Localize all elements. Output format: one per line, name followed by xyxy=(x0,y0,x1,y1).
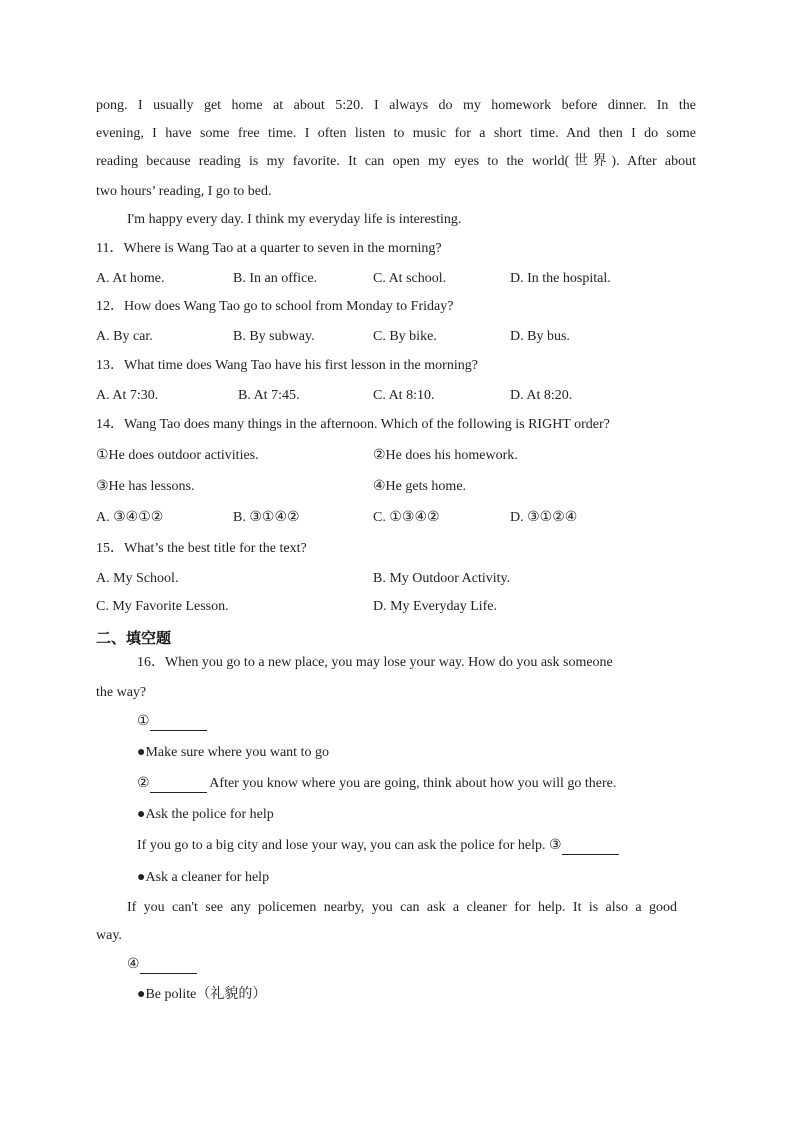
q11-option-d: D. In the hospital. xyxy=(510,271,611,286)
blank-4[interactable] xyxy=(127,956,197,974)
blank-3[interactable] xyxy=(137,837,619,855)
bullet-point: ●Ask a cleaner for help xyxy=(137,870,270,885)
q13-option-a: A. At 7:30. xyxy=(96,388,159,403)
q13-option-d: D. At 8:20. xyxy=(510,388,573,403)
q11-option-b: B. In an office. xyxy=(233,271,318,286)
blank-2-text: After you know where you are going, think about how you will go there. xyxy=(209,776,617,791)
circled-number: ① xyxy=(137,714,150,729)
blank-1[interactable] xyxy=(137,713,207,731)
passage-line: evening, I have some free time. I often listen to music for a short time. And then I do some xyxy=(96,126,696,141)
passage-paragraph: I'm happy every day. I think my everyday life is interesting. xyxy=(127,212,462,227)
q13-option-b: B. At 7:45. xyxy=(238,388,300,403)
q12-option-b: B. By subway. xyxy=(233,329,315,344)
q11-option-a: A. At home. xyxy=(96,271,165,286)
question-16-stem: 16．When you go to a new place, you may lose your way. How do you ask someone xyxy=(137,655,613,670)
passage-line: reading because reading is my favorite. It can open my eyes to the world(世界). After about xyxy=(96,154,696,169)
passage-line: two hours’ reading, I go to bed. xyxy=(96,184,272,199)
blank-2[interactable] xyxy=(137,775,616,793)
q13-option-c: C. At 8:10. xyxy=(373,388,435,403)
q12-option-d: D. By bus. xyxy=(510,329,570,344)
q14-option-c: C. ①③④② xyxy=(373,510,440,525)
bullet-point: ●Be polite（礼貌的） xyxy=(137,987,267,1002)
q12-option-a: A. By car. xyxy=(96,329,153,344)
q15-option-b: B. My Outdoor Activity. xyxy=(373,571,511,586)
paragraph-line: way. xyxy=(96,928,122,943)
q14-option-d: D. ③①②④ xyxy=(510,510,578,525)
answer-blank[interactable] xyxy=(140,958,197,974)
circled-number: ④ xyxy=(127,957,140,972)
answer-blank[interactable] xyxy=(562,839,619,855)
bullet-point: ●Ask the police for help xyxy=(137,807,274,822)
q11-option-c: C. At school. xyxy=(373,271,447,286)
question-11-stem: 11．Where is Wang Tao at a quarter to seven in the morning? xyxy=(96,241,442,256)
question-14-stem: 14．Wang Tao does many things in the afternoon. Which of the following is RIGHT order? xyxy=(96,417,610,432)
q14-option-a: A. ③④①② xyxy=(96,510,164,525)
question-15-stem: 15．What’s the best title for the text? xyxy=(96,541,307,556)
passage-line: pong. I usually get home at about 5:20. I always do my homework before dinner. In the xyxy=(96,98,696,113)
circled-number: ② xyxy=(137,776,150,791)
q15-option-d: D. My Everyday Life. xyxy=(373,599,498,614)
paragraph-line: If you can't see any policemen nearby, you can ask a cleaner for help. It is also a good xyxy=(127,900,677,915)
answer-blank[interactable] xyxy=(150,777,207,793)
paragraph-text: If you go to a big city and lose your way, you can ask the police for help. ③ xyxy=(137,838,562,853)
q14-item-2: ②He does his homework. xyxy=(373,448,518,463)
q12-option-c: C. By bike. xyxy=(373,329,437,344)
section-heading: 二、填空题 xyxy=(96,629,172,647)
q14-option-b: B. ③①④② xyxy=(233,510,300,525)
answer-blank[interactable] xyxy=(150,715,207,731)
question-12-stem: 12．How does Wang Tao go to school from Monday to Friday? xyxy=(96,299,454,314)
q15-option-c: C. My Favorite Lesson. xyxy=(96,599,229,614)
q15-option-a: A. My School. xyxy=(96,571,179,586)
q14-item-4: ④He gets home. xyxy=(373,479,467,494)
q14-item-3: ③He has lessons. xyxy=(96,479,195,494)
question-13-stem: 13．What time does Wang Tao have his first lesson in the morning? xyxy=(96,358,478,373)
q14-item-1: ①He does outdoor activities. xyxy=(96,448,259,463)
bullet-point: ●Make sure where you want to go xyxy=(137,745,329,760)
question-16-stem-cont: the way? xyxy=(96,685,147,700)
